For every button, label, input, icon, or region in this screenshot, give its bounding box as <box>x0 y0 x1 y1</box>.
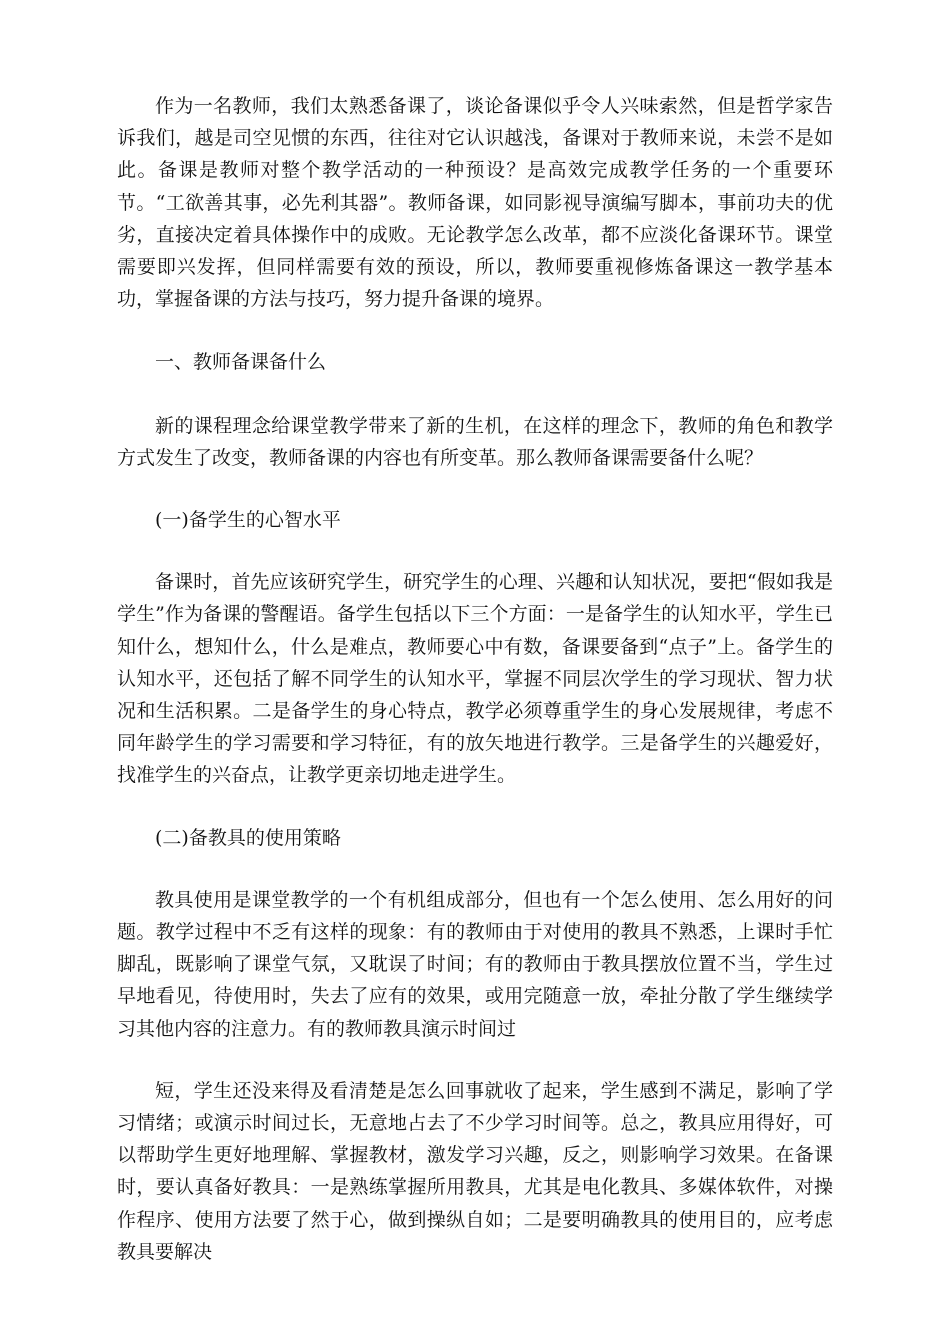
subsection-2-paragraph: 教具使用是课堂教学的一个有机组成部分，但也有一个怎么使用、怎么用好的问题。教学过程中不乏有这样的现象：有的教师由于对使用的教具不熟悉，上课时手忙脚乱，既影响了课堂气氛，又耽误了时间；有的教师由于教具摆放位置不当，学生过早地看见，待使用时，失去了应有的效果，或用完随意一放，牵扯分散了学生继续学习其他内容的注意力。有的教师教具演示时间过 <box>117 888 833 1040</box>
subsection-2-paragraph-continued: 短，学生还没来得及看清楚是怎么回事就收了起来，学生感到不满足，影响了学习情绪；或演示时间过长，无意地占去了不少学习时间等。总之，教具应用得好，可以帮助学生更好地理解、掌握教材，激发学习兴趣，反之，则影响学习效果。在备课时，要认真备好教具：一是熟练掌握所用教具，尤其是电化教具、多媒体软件，对操作程序、使用方法要了然于心，做到操纵自如；二是要明确教具的使用目的，应考虑教具要解决 <box>117 1079 833 1263</box>
document-body <box>117 90 833 1268</box>
intro-paragraph: 作为一名教师，我们太熟悉备课了，谈论备课似乎令人兴味索然，但是哲学家告诉我们，越是司空见惯的东西，往往对它认识越浅，备课对于教师来说，未尝不是如此。备课是教师对整个教学活动的一种预设？是高效完成教学任务的一个重要环节。“工欲善其事，必先利其器”。教师备课，如同影视导演编写脚本，事前功夫的优劣，直接决定着具体操作中的成败。无论教学怎么改革，都不应淡化备课环节。课堂需要即兴发挥，但同样需要有效的预设，所以，教师要重视修炼备课这一教学基本功，掌握备课的方法与技巧，努力提升备课的境界。 <box>117 95 833 311</box>
subsection-heading-1: (一)备学生的心智水平 <box>155 509 341 532</box>
subsection-1-paragraph: 备课时，首先应该研究学生，研究学生的心理、兴趣和认知状况，要把“假如我是学生”作为备课的警醒语。备学生包括以下三个方面：一是备学生的认知水平，学生已知什么，想知什么，什么是难点，教师要心中有数，备课要备到“点子”上。备学生的认知水平，还包括了解不同学生的认知水平，掌握不同层次学生的学习现状、智力状况和生活积累。二是备学生的身心特点，教学必须尊重学生的身心发展规律，考虑不同年龄学生的学习需要和学习特征，有的放矢地进行教学。三是备学生的兴趣爱好，找准学生的兴奋点，让教学更亲切地走进学生。 <box>117 571 833 787</box>
section-heading-1: 一、教师备课备什么 <box>155 351 327 374</box>
subsection-heading-2: (二)备教具的使用策略 <box>155 826 341 849</box>
section-1-paragraph: 新的课程理念给课堂教学带来了新的生机，在这样的理念下，教师的角色和教学方式发生了改变，教师备课的内容也有所变革。那么教师备课需要备什么呢？ <box>117 414 833 469</box>
